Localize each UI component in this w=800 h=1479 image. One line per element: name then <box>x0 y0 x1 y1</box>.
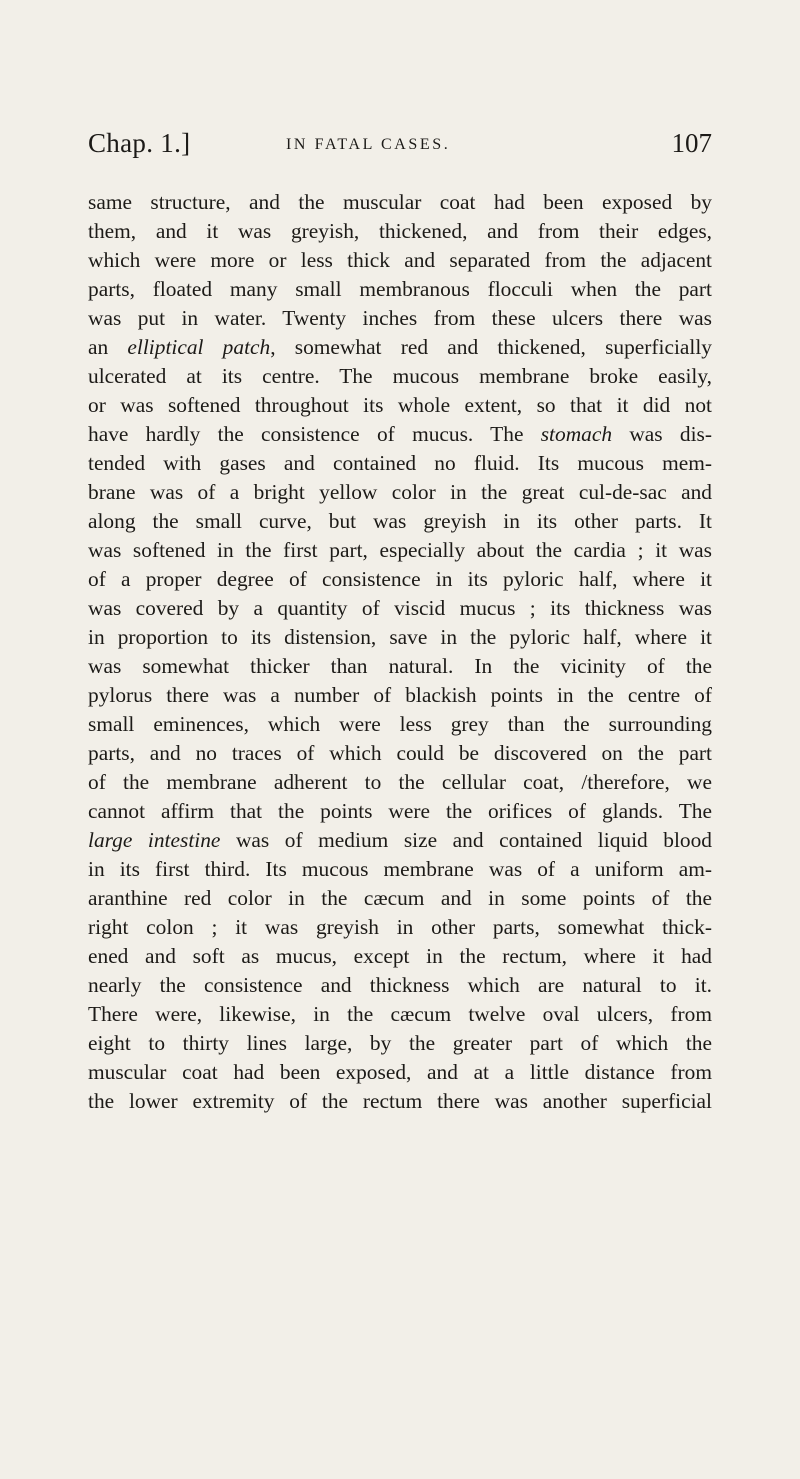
text-line <box>88 1000 712 1029</box>
text-segment: which were more or less thick and separated from the adjacent <box>88 248 712 272</box>
text-segment: or was softened throughout its whole extent, so that it did not <box>88 393 712 417</box>
text-segment: was softened in the first part, especially about the cardia ; it was <box>88 538 712 562</box>
text-segment: along the small curve, but was greyish in its other parts. It <box>88 509 712 533</box>
text-line <box>88 739 712 768</box>
text-line <box>88 652 712 681</box>
text-line <box>88 942 712 971</box>
text-segment: right colon ; it was greyish in other parts, somewhat thick- <box>88 915 712 939</box>
text-segment: , somewhat red and thickened, superficially <box>270 335 712 359</box>
text-segment: brane was of a bright yellow color in the great cul-de-sac and <box>88 480 712 504</box>
text-segment: the lower extremity of the rectum there was another superficial <box>88 1089 712 1113</box>
text-line <box>88 1029 712 1058</box>
text-line <box>88 391 712 420</box>
text-segment: same structure, and the muscular coat had been exposed by <box>88 190 712 214</box>
text-segment: tended with gases and contained no fluid. Its mucous mem- <box>88 451 712 475</box>
text-line <box>88 333 712 362</box>
text-segment: cannot affirm that the points were the orifices of glands. The <box>88 799 712 823</box>
text-segment: an <box>88 335 128 359</box>
text-segment: aranthine red color in the cæcum and in some points of the <box>88 886 712 910</box>
text-segment: was of medium size and contained liquid blood <box>220 828 713 852</box>
text-segment: was somewhat thicker than natural. In the vicinity of the <box>88 654 712 678</box>
text-segment: eight to thirty lines large, by the greater part of which the <box>88 1031 712 1055</box>
text-line <box>88 681 712 710</box>
text-line <box>88 594 712 623</box>
text-segment: ulcerated at its centre. The mucous membrane broke easily, <box>88 364 712 388</box>
text-segment: parts, floated many small membranous flocculi when the part <box>88 277 712 301</box>
text-line <box>88 275 712 304</box>
text-segment: in proportion to its distension, save in the pyloric half, where it <box>88 625 712 649</box>
text-line <box>88 623 712 652</box>
text-line <box>88 304 712 333</box>
text-segment: pylorus there was a number of blackish points in the centre of <box>88 683 712 707</box>
text-line <box>88 826 712 855</box>
text-segment: muscular coat had been exposed, and at a little distance from <box>88 1060 712 1084</box>
text-line <box>88 710 712 739</box>
text-line <box>88 188 712 217</box>
text-segment: in its first third. Its mucous membrane was of a uniform am- <box>88 857 712 881</box>
text-line <box>88 449 712 478</box>
text-line <box>88 884 712 913</box>
text-line <box>88 768 712 797</box>
text-segment: was put in water. Twenty inches from these ulcers there was <box>88 306 712 330</box>
text-line <box>88 536 712 565</box>
text-line <box>88 971 712 1000</box>
text-line <box>88 246 712 275</box>
text-line <box>88 913 712 942</box>
running-title: IN FATAL CASES. <box>286 136 451 153</box>
running-head <box>88 128 712 168</box>
text-segment: of the membrane adherent to the cellular coat, /therefore, we <box>88 770 712 794</box>
text-segment: ened and soft as mucus, except in the rectum, where it had <box>88 944 712 968</box>
text-segment: of a proper degree of consistence in its pyloric half, where it <box>88 567 712 591</box>
italic-term: elliptical patch <box>127 335 271 359</box>
text-segment: was covered by a quantity of viscid mucus ; its thickness was <box>88 596 712 620</box>
text-segment: nearly the consistence and thickness which are natural to it. <box>88 973 712 997</box>
chapter-label: Chap. 1.] <box>88 128 191 158</box>
page-number: 107 <box>671 128 712 158</box>
text-segment: There were, likewise, in the cæcum twelve oval ulcers, from <box>88 1002 712 1026</box>
text-line <box>88 217 712 246</box>
text-segment: small eminences, which were less grey than the surrounding <box>88 712 712 736</box>
text-line <box>88 1087 712 1116</box>
text-segment: them, and it was greyish, thickened, and from their edges, <box>88 219 712 243</box>
body-text <box>88 188 712 1116</box>
text-line <box>88 362 712 391</box>
italic-term: stomach <box>540 422 613 446</box>
text-line <box>88 797 712 826</box>
text-segment: parts, and no traces of which could be discovered on the part <box>88 741 712 765</box>
text-line <box>88 855 712 884</box>
text-line <box>88 1058 712 1087</box>
text-line <box>88 507 712 536</box>
text-segment: was dis- <box>612 422 712 446</box>
text-line <box>88 420 712 449</box>
text-line <box>88 478 712 507</box>
text-line <box>88 565 712 594</box>
italic-term: large intestine <box>88 828 221 852</box>
text-segment: have hardly the consistence of mucus. The <box>88 422 541 446</box>
